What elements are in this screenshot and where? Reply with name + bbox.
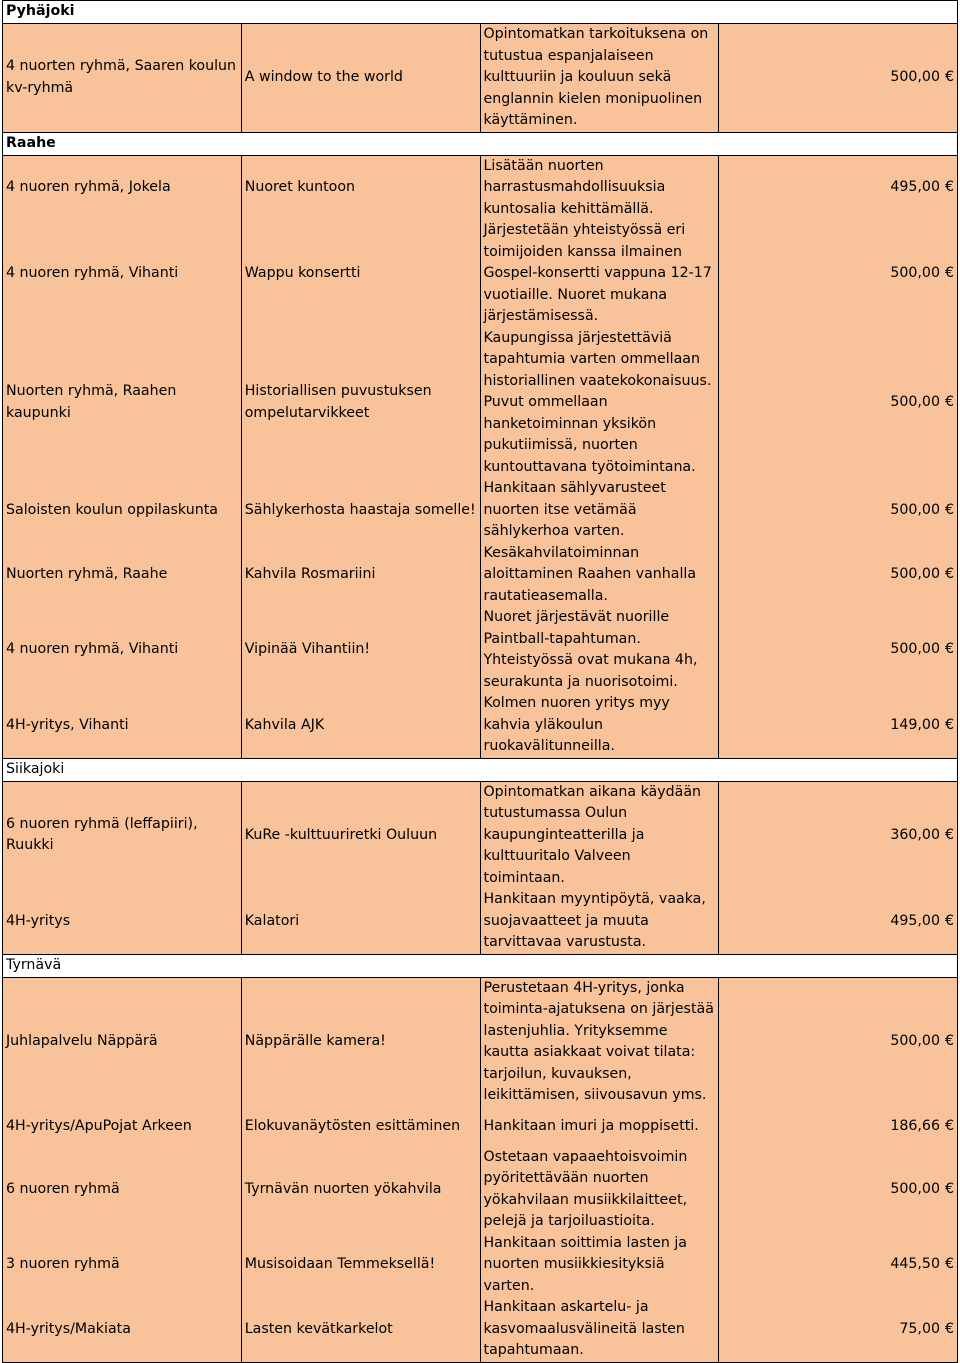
amount-value: 75,00 — [899, 1320, 940, 1337]
table-row — [3, 1107, 958, 1147]
amount-cell — [719, 693, 958, 758]
euro-currency-symbol: € — [944, 566, 954, 582]
section-region-label: Raahe — [3, 132, 958, 155]
applicant-cell: 4H-yritys — [3, 889, 242, 954]
euro-currency-symbol: € — [944, 394, 954, 410]
applicant-cell: Juhlapalvelu Näppärä — [3, 977, 242, 1107]
amount-value: 500,00 — [890, 394, 940, 410]
amount-value: 500,00 — [890, 1033, 940, 1050]
applicant-cell: Saloisten koulun oppilaskunta — [3, 478, 242, 543]
euro-currency-symbol: € — [944, 501, 954, 518]
project-cell: Kahvila Rosmariini — [241, 543, 480, 608]
euro-currency-symbol: € — [944, 1033, 954, 1050]
amount-cell — [719, 889, 958, 954]
description-cell: Kolmen nuoren yritys myy kahvia yläkoulun ruokavälitunneilla. — [480, 693, 719, 758]
description-cell: Hankitaan soittimia lasten ja nuorten musiikkiesityksiä varten. — [480, 1233, 719, 1298]
amount-cell — [719, 24, 958, 133]
table-row — [3, 543, 958, 608]
table-row — [3, 977, 958, 1107]
description-cell: Kaupungissa järjestettäviä tapahtumia varten ommellaan historiallinen vaatekokonaisuus. Puvut ommellaan hanketoiminnan yksikön pukutiimissä, nuorten kuntouttavana työtoimintana. — [480, 328, 719, 479]
table-row — [3, 155, 958, 220]
table-row — [3, 1233, 958, 1298]
amount-value: 495,00 — [890, 912, 940, 929]
table-row — [3, 693, 958, 758]
table-row — [3, 607, 958, 693]
project-cell: Näppärälle kamera! — [241, 977, 480, 1107]
amount-cell — [719, 781, 958, 889]
description-cell: Lisätään nuorten harrastusmahdollisuuksia kuntosalia kehittämällä. — [480, 155, 719, 220]
project-cell: Vipinää Vihantiin! — [241, 607, 480, 693]
applicant-cell: 4H-yritys, Vihanti — [3, 693, 242, 758]
applicant-cell: 4 nuoren ryhmä, Vihanti — [3, 220, 242, 328]
amount-cell — [719, 977, 958, 1107]
euro-currency-symbol: € — [944, 641, 954, 658]
description-cell: Perustetaan 4H-yritys, jonka toiminta-ajatuksena on järjestää lastenjuhlia. Yrityksemme kautta asiakkaat voivat tilata: tarjoilun, kuvauksen, leikittämisen, siivousavun yms. — [480, 977, 719, 1107]
project-cell: Lasten kevätkarkelot — [241, 1297, 480, 1362]
applicant-cell: 4 nuorten ryhmä, Saaren koulun kv-ryhmä — [3, 24, 242, 133]
applicant-cell: 6 nuoren ryhmä — [3, 1147, 242, 1233]
project-cell: Elokuvanäytösten esittäminen — [241, 1107, 480, 1147]
project-cell: Sählykerhosta haastaja somelle! — [241, 478, 480, 543]
applicant-cell: 4H-yritys/ApuPojat Arkeen — [3, 1107, 242, 1147]
applicant-cell: 4 nuoren ryhmä, Jokela — [3, 155, 242, 220]
project-cell: Tyrnävän nuorten yökahvila — [241, 1147, 480, 1233]
applicant-cell: Nuorten ryhmä, Raahe — [3, 543, 242, 608]
description-cell: Ostetaan vapaaehtoisvoimin pyöritettävään nuorten yökahvilaan musiikkilaitteet, pelejä ja tarjoiluastioita. — [480, 1147, 719, 1233]
table-row — [3, 781, 958, 889]
amount-cell — [719, 1147, 958, 1233]
euro-currency-symbol: € — [944, 179, 954, 195]
euro-currency-symbol: € — [944, 1180, 954, 1197]
amount-cell — [719, 328, 958, 479]
amount-cell — [719, 543, 958, 608]
section-region-label: Pyhäjoki — [3, 1, 958, 24]
amount-cell — [719, 1233, 958, 1298]
euro-currency-symbol: € — [944, 826, 954, 843]
project-cell: Kalatori — [241, 889, 480, 954]
amount-value: 500,00 — [890, 566, 940, 582]
description-cell: Järjestetään yhteistyössä eri toimijoiden kanssa ilmainen Gospel-konsertti vappuna 12-17 vuotiaille. Nuoret mukana järjestämisessä. — [480, 220, 719, 328]
description-cell: Hankitaan sählyvarusteet nuorten itse vetämää sählykerhoa varten. — [480, 478, 719, 543]
euro-currency-symbol: € — [944, 1320, 954, 1337]
grant-table — [2, 0, 958, 1363]
amount-value: 500,00 — [890, 265, 940, 281]
project-cell: Kahvila AJK — [241, 693, 480, 758]
euro-currency-symbol: € — [944, 265, 954, 281]
applicant-cell: Nuorten ryhmä, Raahen kaupunki — [3, 328, 242, 479]
table-row — [3, 1147, 958, 1233]
description-cell: Opintomatkan aikana käydään tutustumassa Oulun kaupunginteatterilla ja kulttuuritalo Valveen toimintaan. — [480, 781, 719, 889]
project-cell: KuRe -kulttuuriretki Ouluun — [241, 781, 480, 889]
description-cell: Opintomatkan tarkoituksena on tutustua espanjalaiseen kulttuuriin ja kouluun sekä englannin kielen monipuolinen käyttäminen. — [480, 24, 719, 133]
amount-value: 149,00 — [890, 716, 940, 733]
amount-value: 500,00 — [890, 641, 940, 658]
section-region-label: Tyrnävä — [3, 954, 958, 977]
amount-value: 445,50 — [890, 1256, 940, 1272]
applicant-cell: 4 nuoren ryhmä, Vihanti — [3, 607, 242, 693]
table-row — [3, 328, 958, 479]
project-cell: Wappu konsertti — [241, 220, 480, 328]
description-cell: Kesäkahvilatoiminnan aloittaminen Raahen vanhalla rautatieasemalla. — [480, 543, 719, 608]
applicant-cell: 4H-yritys/Makiata — [3, 1297, 242, 1362]
table-row — [3, 478, 958, 543]
amount-cell — [719, 155, 958, 220]
applicant-cell: 3 nuoren ryhmä — [3, 1233, 242, 1298]
euro-currency-symbol: € — [944, 716, 954, 733]
table-row — [3, 1297, 958, 1362]
amount-value: 500,00 — [890, 1180, 940, 1197]
euro-currency-symbol: € — [944, 69, 954, 85]
euro-currency-symbol: € — [944, 912, 954, 929]
table-row — [3, 220, 958, 328]
section-header-row — [3, 758, 958, 781]
euro-currency-symbol: € — [944, 1256, 954, 1272]
description-cell: Hankitaan askartelu- ja kasvomaalusvälineitä lasten tapahtumaan. — [480, 1297, 719, 1362]
section-header-row — [3, 1, 958, 24]
project-cell: Musisoidaan Temmeksellä! — [241, 1233, 480, 1298]
section-header-row — [3, 132, 958, 155]
amount-value: 495,00 — [890, 179, 940, 195]
project-cell: Historiallisen puvustuksen ompelutarvikkeet — [241, 328, 480, 479]
amount-cell — [719, 607, 958, 693]
euro-currency-symbol: € — [944, 1117, 954, 1134]
table-row — [3, 24, 958, 133]
description-cell: Hankitaan myyntipöytä, vaaka, suojavaatteet ja muuta tarvittavaa varustusta. — [480, 889, 719, 954]
grant-table-body — [3, 1, 958, 1363]
description-cell: Nuoret järjestävät nuorille Paintball-tapahtuman. Yhteistyössä ovat mukana 4h, seurakunta ja nuorisotoimi. — [480, 607, 719, 693]
amount-value: 186,66 — [890, 1117, 940, 1134]
section-header-row — [3, 954, 958, 977]
applicant-cell: 6 nuoren ryhmä (leffapiiri), Ruukki — [3, 781, 242, 889]
amount-cell — [719, 1107, 958, 1147]
section-region-label: Siikajoki — [3, 758, 958, 781]
amount-cell — [719, 1297, 958, 1362]
description-cell: Hankitaan imuri ja moppisetti. — [480, 1107, 719, 1147]
amount-value: 360,00 — [890, 826, 940, 843]
project-cell: A window to the world — [241, 24, 480, 133]
amount-value: 500,00 — [890, 501, 940, 518]
amount-cell — [719, 220, 958, 328]
project-cell: Nuoret kuntoon — [241, 155, 480, 220]
amount-value: 500,00 — [890, 69, 940, 85]
amount-cell — [719, 478, 958, 543]
table-row — [3, 889, 958, 954]
